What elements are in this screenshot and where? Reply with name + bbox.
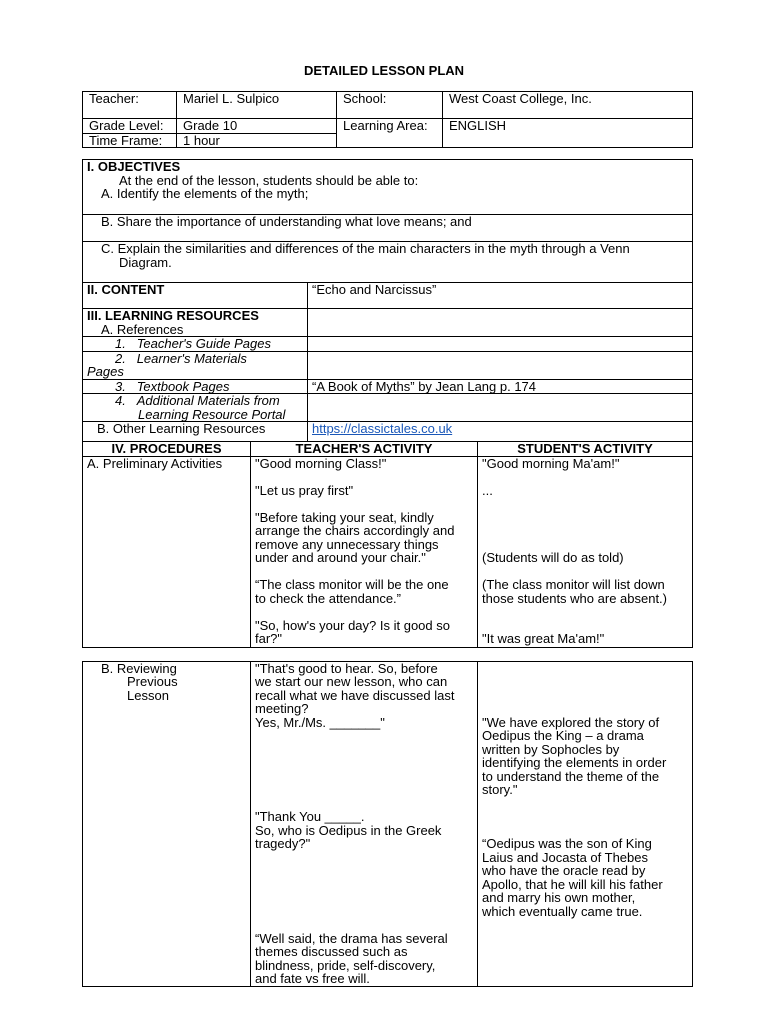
resource-1-num: 1. [115,336,126,351]
teacher-review-line: "That's good to hear. So, before [255,660,438,676]
student-review-line: written by Sophocles by [482,741,620,757]
reviewing-label-line: Lesson [127,687,169,703]
lesson-info-table [82,91,693,148]
resource-1-value [308,337,693,352]
objective-b: B. Share the importance of understanding what love means; and [83,215,693,242]
student-attendance-line: (The class monitor will list down [482,577,665,592]
student-review-line: identifying the elements in order [482,755,667,770]
student-attendance-line: those students who are absent.) [482,590,668,606]
resource-4-label-cont: Learning Resource Portal [138,406,286,422]
student-oedipus-line: Apollo, that he will kill his father [482,876,663,892]
preliminary-activities-label: A. Preliminary Activities [83,456,251,647]
resource-2-label: Learner's Materials [136,350,247,366]
objective-c [83,242,693,283]
student-review-line: "We have explored the story of [482,714,660,730]
teacher-greeting: "Good morning Class!" [255,455,387,471]
resource-4-value [308,394,693,422]
resource-3-num: 3. [115,378,126,394]
other-resources-label: B. Other Learning Resources [83,422,308,442]
resource-2-value [308,351,693,379]
teacher-day-line: "So, how's your day? Is it good so [255,617,450,633]
resource-3-label: Textbook Pages [136,378,230,394]
resource-2-num: 2. [115,350,126,366]
lesson-plan-table [82,159,693,987]
classictales-link[interactable]: https://classictales.co.uk [312,421,453,436]
school-label: School: [337,92,443,119]
teacher-attendance-line: to check the attendance.” [255,590,401,606]
procedures-heading: IV. PROCEDURES [83,442,251,457]
teacher-oedipus-line: tragedy?" [255,836,311,851]
reviewing-student-activity [478,661,693,986]
preliminary-student-activity [478,456,693,647]
resource-2-cont: Pages [87,364,124,379]
section-spacer [83,647,693,661]
preliminary-teacher-activity [251,456,478,647]
teacher-day-line: far?" [255,631,283,646]
teacher-oedipus-line: "Thank You _____. [255,809,365,824]
objectives-heading: I. OBJECTIVES [87,159,181,174]
resources-heading: III. LEARNING RESOURCES [87,308,259,323]
resource-3-value: “A Book of Myths” by Jean Lang p. 174 [308,379,693,394]
teacher-chairs-line: "Before taking your seat, kindly [255,509,434,525]
references-label: A. References [101,321,184,337]
resources-empty-cell [308,309,693,337]
teacher-oedipus-line: So, who is Oedipus in the Greek [255,822,442,838]
teacher-value: Mariel L. Sulpico [177,92,337,119]
teacher-review-line: meeting? [255,701,309,716]
teacher-activity-heading: TEACHER'S ACTIVITY [251,442,478,457]
teacher-review-line: we start our new lesson, who can [255,674,448,689]
other-resources-value [308,422,693,442]
student-oedipus-line: who have the oracle read by [482,863,646,878]
student-oedipus-line: “Oedipus was the son of King [482,836,652,851]
resource-1 [83,337,308,352]
student-oedipus-line: and marry his own mother, [482,890,636,905]
objective-a: A. Identify the elements of the myth; [101,186,309,201]
objective-c-line1: C. Explain the similarities and differences of the main characters in the myth through a Venn [101,241,630,256]
student-greeting: "Good morning Ma'am!" [482,455,620,471]
area-label: Learning Area: [337,119,443,148]
reviewing-label-line: B. Reviewing [101,660,177,676]
grade-label: Grade Level: [83,119,177,134]
student-oedipus-line: which eventually came true. [482,903,643,919]
teacher-label: Teacher: [83,92,177,119]
student-review-line: to understand the theme of the [482,768,660,784]
reviewing-label-line: Previous [127,674,178,689]
student-oedipus-line: Laius and Jocasta of Thebes [482,849,648,865]
teacher-review-line: recall what we have discussed last [255,687,455,703]
time-value: 1 hour [177,133,337,148]
grade-value: Grade 10 [177,119,337,134]
teacher-themes-line: “Well said, the drama has several [255,930,448,946]
school-value: West Coast College, Inc. [443,92,693,119]
objectives-section [83,160,693,215]
teacher-chairs-line: under and around your chair." [255,550,426,565]
teacher-chairs-line: arrange the chairs accordingly and [255,523,455,538]
resource-4-label: Additional Materials from [136,393,280,408]
teacher-themes-line: and fate vs free will. [255,971,370,986]
reviewing-lesson-label [83,661,251,986]
student-review-line: Oedipus the King – a drama [482,728,644,743]
student-review-line: story." [482,782,518,797]
resource-4 [83,394,308,422]
resource-2 [83,351,308,379]
document-title: DETAILED LESSON PLAN [303,63,465,78]
content-value: “Echo and Narcissus” [308,283,693,309]
resource-3 [83,379,308,394]
reviewing-teacher-activity [251,661,478,986]
teacher-review-line: Yes, Mr./Ms. _______" [255,714,385,730]
resource-1-label: Teacher's Guide Pages [136,336,271,351]
resource-4-num: 4. [115,393,126,408]
student-activity-heading: STUDENT'S ACTIVITY [478,442,693,457]
student-day: "It was great Ma'am!" [482,631,605,646]
teacher-chairs-line: remove any unnecessary things [255,536,439,552]
area-value: ENGLISH [443,119,693,148]
objective-c-line2: Diagram. [119,254,172,270]
content-heading: II. CONTENT [83,283,308,309]
teacher-prayer: "Let us pray first" [255,482,354,498]
student-prayer: ... [482,482,493,498]
teacher-themes-line: themes discussed such as [255,944,408,959]
time-label: Time Frame: [83,133,177,148]
student-chairs: (Students will do as told) [482,550,624,565]
teacher-attendance-line: “The class monitor will be the one [255,577,449,592]
objectives-intro: At the end of the lesson, students should be able to: [119,172,419,188]
resources-heading-cell [83,309,308,337]
teacher-themes-line: blindness, pride, self-discovery, [255,957,436,973]
